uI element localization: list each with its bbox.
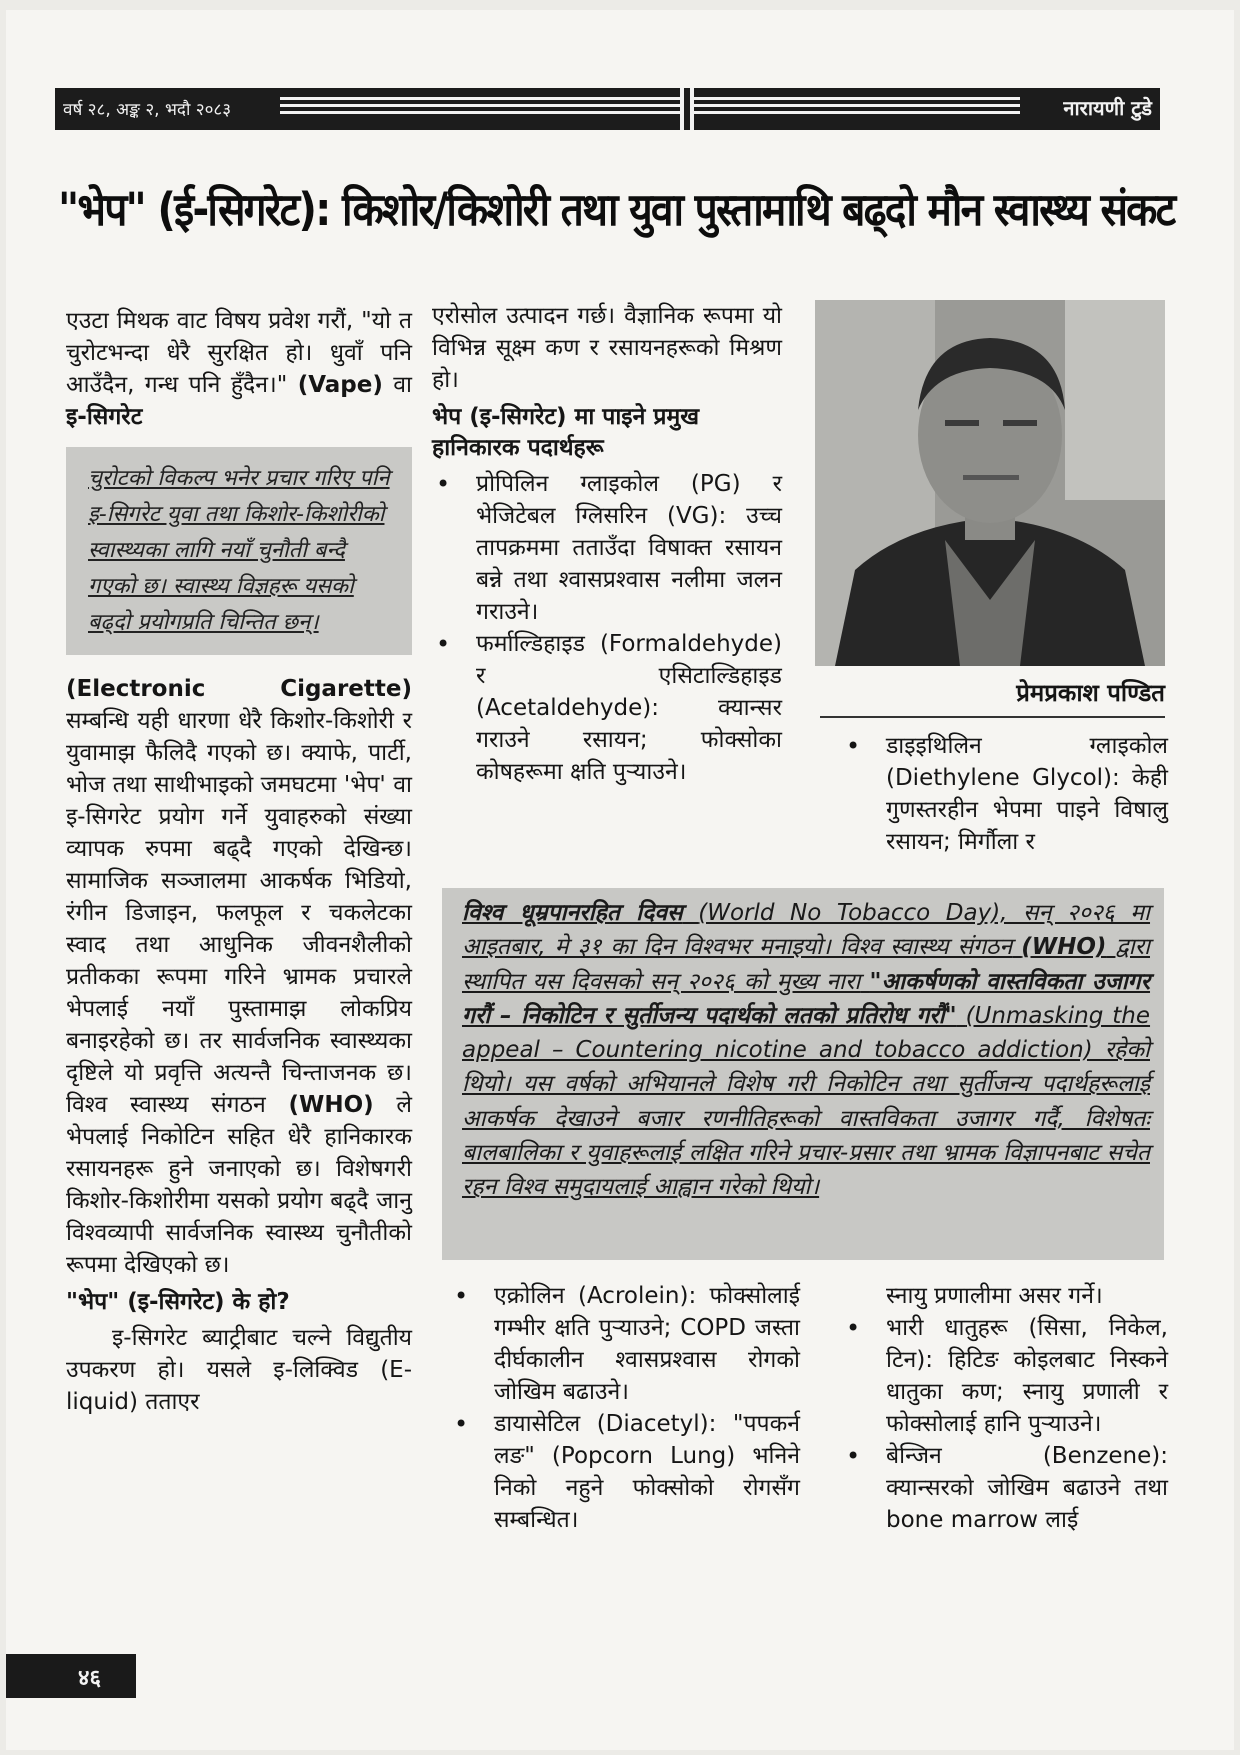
esig-term: इ-सिगरेट xyxy=(66,404,143,430)
list-item: • बेन्जिन (Benzene): क्यान्सरको जोखिम बढाउने तथा bone marrow लाई xyxy=(886,1440,1168,1536)
aerosol-paragraph: एरोसोल उत्पादन गर्छ। वैज्ञानिक रूपमा यो विभिन्न सूक्ष्म कण र रसायनहरूको मिश्रण हो। xyxy=(432,303,782,393)
issue-info: वर्ष २८, अङ्क २, भदौ २०८३ xyxy=(63,100,232,120)
pull-quote: चुरोटको विकल्प भनेर प्रचार गरिए पनि इ-सिगरेट युवा तथा किशोर-किशोरीको स्वास्थ्यका लागि नयाँ चुनौती बन्दै गएको छ। स्वास्थ्य विज्ञहरू यसको बढ्दो प्रयोगप्रति चिन्तित छन्। xyxy=(66,447,412,655)
harmful-substances-list xyxy=(432,468,782,788)
author-photo xyxy=(815,300,1165,666)
box-who: (WHO) xyxy=(1021,934,1107,961)
author-name-caption: प्रेमप्रकाश पण्डित xyxy=(820,676,1165,718)
harmful-substances-list-bottom-right xyxy=(842,1312,1168,1536)
list-item: • भारी धातुहरू (सिसा, निकेल, टिन): हिटिङ कोइलबाट निस्कने धातुका कण; स्नायु प्रणाली र फोक्सोलाई हानि पुर्‍याउने। xyxy=(886,1312,1168,1440)
column-2 xyxy=(432,300,782,788)
electronic-term: (Electronic Cigarette) xyxy=(66,676,412,702)
article-headline: "भेप" (ई-सिगरेट): किशोर/किशोरी तथा युवा पुस्तामाथि बढ्दो मौन स्वास्थ्य संकट xyxy=(58,183,1175,236)
bottom-list-left xyxy=(450,1280,800,1536)
page-number: ४६ xyxy=(78,1666,101,1691)
list-item: • डायासेटिल (Diacetyl): "पपकर्न लङ" (Popcorn Lung) भनिने निको नहुने फोक्सोको रोगसँग सम्बन्धित। xyxy=(494,1408,800,1536)
page-number-tab xyxy=(6,1654,136,1698)
header-bar xyxy=(55,88,1160,130)
header-rule xyxy=(280,97,1020,121)
bottom-list-right xyxy=(842,1280,1168,1536)
list-item: • एक्रोलिन (Acrolein): फोक्सोलाई गम्भीर क्षति पुर्‍याउने; COPD जस्ता दीर्घकालीन श्वासप्रश्वास रोगको जोखिम बढाउने। xyxy=(494,1280,800,1408)
column-1 xyxy=(66,305,412,1418)
box-slogan: "आकर्षणको वास्तविकता उजागर गरौं – निकोटिन र सुर्तीजन्य पदार्थको लतको प्रतिरोध गरौं" xyxy=(462,968,1151,1029)
section-heading-what-is-vape: "भेप" (इ-सिगरेट) के हो? xyxy=(66,1289,290,1315)
harmful-substances-list-bottom xyxy=(450,1280,800,1536)
magazine-brand: नारायणी टुडे xyxy=(1063,96,1152,120)
harmful-substances-list-continued xyxy=(842,730,1168,858)
author-portrait-image xyxy=(815,300,1165,666)
body-paragraph-1: (Electronic Cigarette) सम्बन्धि यही धारणा धेरै किशोर-किशोरी र युवामाझ फैलिदै गएको छ। क्याफे, पार्टी, भोज तथा साथीभाइको जमघटमा 'भेप' वा इ-सिगरेट प्रयोग गर्ने युवाहरुको संख्या व्यापक रुपमा बढ्दै गएको देखिन्छ। सामाजिक सञ्जालमा आकर्षक भिडियो, रंगीन डिजाइन, फलफूल र चकलेटका स्वाद तथा आधुनिक जीवनशैलीको प्रतीकका रूपमा गरिने भ्रामक प्रचारले भेपलाई नयाँ पुस्तामाझ लोकप्रिय बनाइरहेको छ। तर सार्वजनिक स्वास्थ्यका दृष्टिले यो प्रवृत्ति अत्यन्तै चिन्ताजनक छ। विश्व स्वास्थ्य संगठन (WHO) ले भेपलाई निकोटिन सहित धेरै हानिकारक रसायनहरू हुने जनाएको छ। विशेषगरी किशोर-किशोरीमा यसको प्रयोग बढ्दै जानु विश्वव्यापी सार्वजनिक स्वास्थ्य चुनौतीको रूपमा देखिएको छ। xyxy=(66,676,413,1278)
header-divider-mark xyxy=(680,88,694,130)
list-item: • डाइइथिलिन ग्लाइकोल (Diethylene Glycol): केही गुणस्तरहीन भेपमा पाइने विषालु रसायन; मिर्गौला र xyxy=(886,730,1168,858)
section-heading-harmful-substances: भेप (इ-सिगरेट) मा पाइने प्रमुख हानिकारक पदार्थहरू xyxy=(432,404,700,461)
column-3 xyxy=(842,730,1168,858)
vape-term: (Vape) xyxy=(297,372,383,398)
world-no-tobacco-day-box: विश्व धूम्रपानरहित दिवस (World No Tobacco Day), सन् २०२६ मा आइतबार, मे ३१ का दिन विश्वभर मनाइयो। विश्व स्वास्थ्य संगठन (WHO) द्वारा स्थापित यस दिवसको सन् २०२६ को मुख्य नारा "आकर्षणको वास्तविकता उजागर गरौं – निकोटिन र सुर्तीजन्य पदार्थको लतको प्रतिरोध गरौं" (Unmasking the appeal – Countering nicotine and tobacco addiction) रहेको थियो। यस वर्षको अभियानले विशेष गरी निकोटिन तथा सुर्तीजन्य पदार्थहरूलाई आकर्षक देखाउने बजार रणनीतिहरूको वास्तविकता उजागर गर्दै, विशेषतः बालबालिका र युवाहरूलाई लक्षित गरिने प्रचार-प्रसार तथा भ्रामक विज्ञापनबाट सचेत रहन विश्व समुदायलाई आह्वान गरेको थियो। xyxy=(442,888,1164,1260)
list-item: • प्रोपिलिन ग्लाइकोल (PG) र भेजिटेबल ग्लिसरिन (VG): उच्च तापक्रममा तताउँदा विषाक्त रसायन बन्ने तथा श्वासप्रश्वास नलीमा जलन गराउने। xyxy=(476,468,782,628)
box-lead: विश्व धूम्रपानरहित दिवस xyxy=(462,900,683,926)
who-term: (WHO) xyxy=(288,1092,374,1118)
body-paragraph-2: इ-सिगरेट ब्याट्रीबाट चल्ने विद्युतीय उपकरण हो। यसले इ-लिक्विड (E-liquid) तताएर xyxy=(66,1325,412,1415)
list-item: • फर्माल्डिहाइड (Formaldehyde) र एसिटाल्डिहाइड (Acetaldehyde): क्यान्सर गराउने रसायन; फोक्सोका कोषहरूमा क्षति पुर्‍याउने। xyxy=(476,628,782,788)
intro-paragraph: एउटा मिथक वाट विषय प्रवेश गरौं, "यो त चुरोटभन्दा धेरै सुरक्षित हो। धुवाँ पनि आउँदैन, गन्ध पनि हुँदैन।" (Vape) वा इ-सिगरेट xyxy=(66,308,412,430)
continuation-line: स्नायु प्रणालीमा असर गर्ने। xyxy=(886,1283,1103,1309)
